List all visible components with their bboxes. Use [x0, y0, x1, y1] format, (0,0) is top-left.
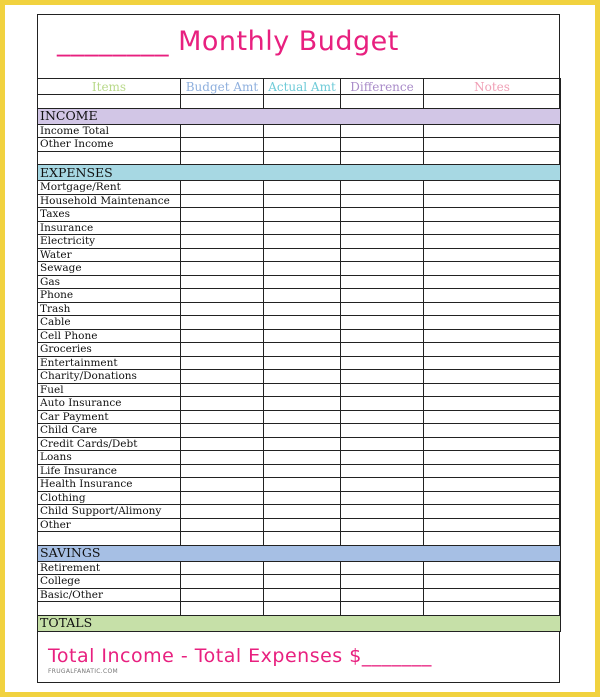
input-cell[interactable]: [341, 575, 424, 589]
input-cell[interactable]: [181, 151, 264, 165]
input-cell[interactable]: [181, 221, 264, 235]
input-cell[interactable]: [181, 437, 264, 451]
table-row: [38, 275, 561, 289]
input-cell[interactable]: [341, 397, 424, 411]
item-label: Groceries: [38, 343, 181, 357]
input-cell[interactable]: [264, 588, 341, 602]
input-cell[interactable]: [424, 343, 561, 357]
input-cell[interactable]: [264, 437, 341, 451]
input-cell[interactable]: [424, 262, 561, 276]
totals-formula: Total Income - Total Expenses $_______: [48, 645, 432, 667]
input-cell[interactable]: [424, 329, 561, 343]
table-row: [38, 370, 561, 384]
item-label: Life Insurance: [38, 464, 181, 478]
input-cell[interactable]: [181, 491, 264, 505]
input-cell[interactable]: [424, 316, 561, 330]
input-cell[interactable]: [264, 397, 341, 411]
input-cell[interactable]: [341, 194, 424, 208]
column-header: Budget Amt: [181, 79, 264, 95]
section-header-income: [38, 108, 561, 124]
input-cell[interactable]: [424, 575, 561, 589]
input-cell[interactable]: [181, 235, 264, 249]
input-cell[interactable]: [424, 397, 561, 411]
item-label: Loans: [38, 451, 181, 465]
input-cell[interactable]: [181, 602, 264, 616]
item-label: Cell Phone: [38, 329, 181, 343]
input-cell[interactable]: [424, 588, 561, 602]
input-cell[interactable]: [181, 518, 264, 532]
input-cell[interactable]: [341, 316, 424, 330]
input-cell[interactable]: [264, 518, 341, 532]
input-cell[interactable]: [341, 151, 424, 165]
input-cell[interactable]: [264, 181, 341, 195]
input-cell[interactable]: [38, 602, 181, 616]
input-cell[interactable]: [264, 316, 341, 330]
input-cell[interactable]: [424, 451, 561, 465]
input-cell[interactable]: [264, 505, 341, 519]
input-cell[interactable]: [181, 95, 264, 109]
section-header-totals: [38, 615, 561, 631]
input-cell[interactable]: [181, 302, 264, 316]
table-row: [38, 424, 561, 438]
item-label: Electricity: [38, 235, 181, 249]
input-cell[interactable]: [424, 491, 561, 505]
blank-row: [38, 532, 561, 546]
input-cell[interactable]: [341, 532, 424, 546]
table-row: [38, 316, 561, 330]
input-cell[interactable]: [424, 602, 561, 616]
table-row: [38, 491, 561, 505]
input-cell[interactable]: [424, 561, 561, 575]
table-row: [38, 194, 561, 208]
input-cell[interactable]: [264, 532, 341, 546]
input-cell[interactable]: [341, 561, 424, 575]
input-cell[interactable]: [181, 138, 264, 152]
input-cell[interactable]: [341, 588, 424, 602]
item-label: Retirement: [38, 561, 181, 575]
table-row: [38, 437, 561, 451]
input-cell[interactable]: [181, 289, 264, 303]
item-label: Health Insurance: [38, 478, 181, 492]
column-header: Actual Amt: [264, 79, 341, 95]
input-cell[interactable]: [181, 194, 264, 208]
input-cell[interactable]: [181, 397, 264, 411]
item-label: Cable: [38, 316, 181, 330]
input-cell[interactable]: [181, 451, 264, 465]
input-cell[interactable]: [181, 329, 264, 343]
input-cell[interactable]: [264, 356, 341, 370]
table-row: [38, 221, 561, 235]
column-header: Difference: [341, 79, 424, 95]
input-cell[interactable]: [181, 356, 264, 370]
input-cell[interactable]: [264, 491, 341, 505]
input-cell[interactable]: [341, 451, 424, 465]
table-row: [38, 138, 561, 152]
input-cell[interactable]: [424, 275, 561, 289]
input-cell[interactable]: [181, 532, 264, 546]
table-row: [38, 478, 561, 492]
table-row: [38, 248, 561, 262]
input-cell[interactable]: [181, 262, 264, 276]
input-cell[interactable]: [424, 208, 561, 222]
input-cell[interactable]: [341, 124, 424, 138]
input-cell[interactable]: [424, 194, 561, 208]
table-row: [38, 464, 561, 478]
input-cell[interactable]: [341, 329, 424, 343]
input-cell[interactable]: [264, 138, 341, 152]
input-cell[interactable]: [264, 124, 341, 138]
item-label: Sewage: [38, 262, 181, 276]
input-cell[interactable]: [424, 95, 561, 109]
input-cell[interactable]: [341, 464, 424, 478]
item-label: Other: [38, 518, 181, 532]
input-cell[interactable]: [181, 275, 264, 289]
table-row: [38, 561, 561, 575]
section-label: INCOME: [38, 108, 561, 124]
input-cell[interactable]: [424, 289, 561, 303]
table-row: [38, 518, 561, 532]
input-cell[interactable]: [181, 410, 264, 424]
input-cell[interactable]: [264, 329, 341, 343]
item-label: Entertainment: [38, 356, 181, 370]
item-label: Child Care: [38, 424, 181, 438]
item-label: Household Maintenance: [38, 194, 181, 208]
table-row: [38, 289, 561, 303]
column-header-row: [38, 79, 561, 95]
table-row: [38, 410, 561, 424]
input-cell[interactable]: [264, 602, 341, 616]
table-row: [38, 262, 561, 276]
input-cell[interactable]: [424, 478, 561, 492]
input-cell[interactable]: [264, 235, 341, 249]
table-row: [38, 181, 561, 195]
input-cell[interactable]: [341, 302, 424, 316]
input-cell[interactable]: [38, 151, 181, 165]
input-cell[interactable]: [341, 221, 424, 235]
input-cell[interactable]: [424, 151, 561, 165]
item-label: Child Support/Alimony: [38, 505, 181, 519]
input-cell[interactable]: [38, 95, 181, 109]
table-row: [38, 575, 561, 589]
input-cell[interactable]: [264, 575, 341, 589]
blank-row: [38, 95, 561, 109]
input-cell[interactable]: [341, 602, 424, 616]
item-label: Charity/Donations: [38, 370, 181, 384]
input-cell[interactable]: [424, 181, 561, 195]
input-cell[interactable]: [424, 248, 561, 262]
item-label: Mortgage/Rent: [38, 181, 181, 195]
input-cell[interactable]: [341, 383, 424, 397]
input-cell[interactable]: [424, 302, 561, 316]
table-row: [38, 356, 561, 370]
input-cell[interactable]: [181, 208, 264, 222]
input-cell[interactable]: [424, 138, 561, 152]
input-cell[interactable]: [341, 235, 424, 249]
table-row: [38, 505, 561, 519]
input-cell[interactable]: [264, 424, 341, 438]
table-row: [38, 329, 561, 343]
blank-row: [38, 602, 561, 616]
item-label: Taxes: [38, 208, 181, 222]
input-cell[interactable]: [341, 275, 424, 289]
item-label: Water: [38, 248, 181, 262]
input-cell[interactable]: [341, 518, 424, 532]
input-cell[interactable]: [181, 561, 264, 575]
input-cell[interactable]: [424, 464, 561, 478]
input-cell[interactable]: [181, 464, 264, 478]
input-cell[interactable]: [264, 208, 341, 222]
input-cell[interactable]: [341, 505, 424, 519]
section-label: TOTALS: [38, 615, 561, 631]
table-row: [38, 302, 561, 316]
section-header-expenses: [38, 165, 561, 181]
item-label: Income Total: [38, 124, 181, 138]
input-cell[interactable]: [341, 370, 424, 384]
table-row: [38, 588, 561, 602]
input-cell[interactable]: [424, 532, 561, 546]
page-title: ________ Monthly Budget: [57, 26, 399, 57]
input-cell[interactable]: [264, 410, 341, 424]
section-label: SAVINGS: [38, 545, 561, 561]
input-cell[interactable]: [181, 124, 264, 138]
input-cell[interactable]: [264, 478, 341, 492]
watermark: FRUGALFANATIC.COM: [48, 668, 118, 675]
input-cell[interactable]: [264, 343, 341, 357]
table-row: [38, 383, 561, 397]
item-label: Trash: [38, 302, 181, 316]
item-label: Auto Insurance: [38, 397, 181, 411]
input-cell[interactable]: [424, 437, 561, 451]
input-cell[interactable]: [424, 124, 561, 138]
input-cell[interactable]: [264, 262, 341, 276]
input-cell[interactable]: [264, 464, 341, 478]
input-cell[interactable]: [264, 370, 341, 384]
input-cell[interactable]: [181, 316, 264, 330]
input-cell[interactable]: [341, 262, 424, 276]
item-label: College: [38, 575, 181, 589]
input-cell[interactable]: [264, 221, 341, 235]
input-cell[interactable]: [264, 95, 341, 109]
blank-row: [38, 151, 561, 165]
table-row: [38, 397, 561, 411]
input-cell[interactable]: [424, 424, 561, 438]
input-cell[interactable]: [264, 289, 341, 303]
input-cell[interactable]: [341, 181, 424, 195]
section-header-savings: [38, 545, 561, 561]
table-row: [38, 235, 561, 249]
column-header: Notes: [424, 79, 561, 95]
input-cell[interactable]: [181, 505, 264, 519]
input-cell[interactable]: [264, 248, 341, 262]
item-label: Basic/Other: [38, 588, 181, 602]
input-cell[interactable]: [264, 302, 341, 316]
item-label: Gas: [38, 275, 181, 289]
input-cell[interactable]: [341, 478, 424, 492]
input-cell[interactable]: [424, 410, 561, 424]
input-cell[interactable]: [341, 437, 424, 451]
input-cell[interactable]: [181, 575, 264, 589]
input-cell[interactable]: [341, 491, 424, 505]
input-cell[interactable]: [38, 532, 181, 546]
input-cell[interactable]: [424, 235, 561, 249]
input-cell[interactable]: [341, 208, 424, 222]
input-cell[interactable]: [424, 518, 561, 532]
input-cell[interactable]: [424, 221, 561, 235]
table-row: [38, 451, 561, 465]
input-cell[interactable]: [341, 248, 424, 262]
section-label: EXPENSES: [38, 165, 561, 181]
input-cell[interactable]: [264, 194, 341, 208]
input-cell[interactable]: [181, 181, 264, 195]
input-cell[interactable]: [264, 383, 341, 397]
input-cell[interactable]: [181, 424, 264, 438]
table-row: [38, 343, 561, 357]
input-cell[interactable]: [181, 588, 264, 602]
input-cell[interactable]: [341, 356, 424, 370]
input-cell[interactable]: [424, 383, 561, 397]
input-cell[interactable]: [341, 424, 424, 438]
input-cell[interactable]: [264, 561, 341, 575]
item-label: Phone: [38, 289, 181, 303]
input-cell[interactable]: [264, 151, 341, 165]
input-cell[interactable]: [424, 370, 561, 384]
item-label: Other Income: [38, 138, 181, 152]
input-cell[interactable]: [181, 478, 264, 492]
input-cell[interactable]: [264, 275, 341, 289]
input-cell[interactable]: [181, 370, 264, 384]
input-cell[interactable]: [424, 356, 561, 370]
input-cell[interactable]: [341, 95, 424, 109]
input-cell[interactable]: [181, 343, 264, 357]
input-cell[interactable]: [181, 248, 264, 262]
input-cell[interactable]: [341, 410, 424, 424]
input-cell[interactable]: [181, 383, 264, 397]
item-label: Fuel: [38, 383, 181, 397]
input-cell[interactable]: [341, 138, 424, 152]
input-cell[interactable]: [341, 343, 424, 357]
table-row: [38, 124, 561, 138]
input-cell[interactable]: [341, 289, 424, 303]
budget-table: [37, 78, 561, 632]
item-label: Car Payment: [38, 410, 181, 424]
input-cell[interactable]: [264, 451, 341, 465]
table-row: [38, 208, 561, 222]
item-label: Clothing: [38, 491, 181, 505]
column-header: Items: [38, 79, 181, 95]
item-label: Insurance: [38, 221, 181, 235]
input-cell[interactable]: [424, 505, 561, 519]
item-label: Credit Cards/Debt: [38, 437, 181, 451]
